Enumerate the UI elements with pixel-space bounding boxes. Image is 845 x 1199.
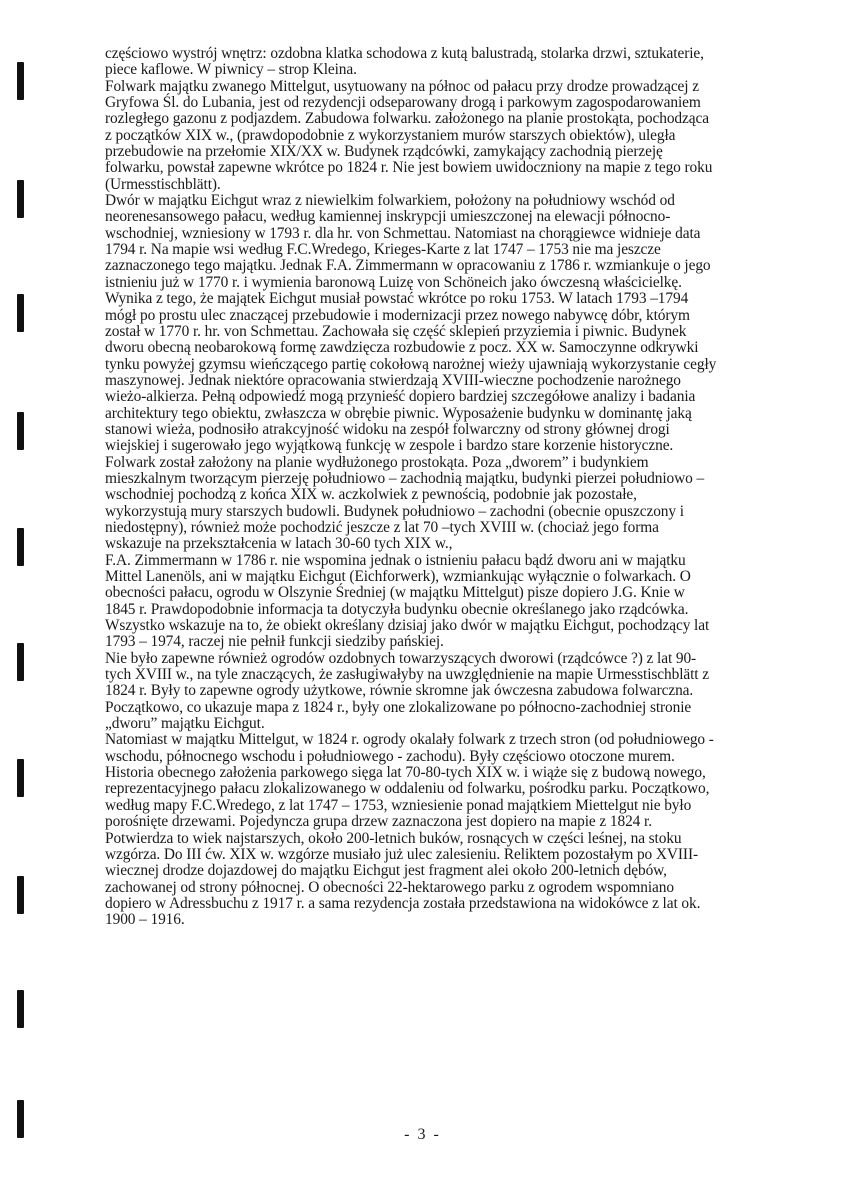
binder-mark xyxy=(17,643,24,681)
text-line: Potwierdza to wiek najstarszych, około 200-letnich buków, rosnących w części leśnej, na stoku xyxy=(105,829,682,847)
text-line: tych XVIII w., na tyle znaczących, że zasługiwałyby na uwzględnienie na mapie Urmesstischblätt z xyxy=(105,666,709,684)
binder-mark xyxy=(17,412,24,450)
text-line: mógł po prostu ulec znaczącej przebudowie i modernizacji przez nowego nabywcę dóbr, którym xyxy=(105,306,690,324)
text-line: wzgórza. Do III ćw. XIX w. wzgórze musiało już ulec zalesieniu. Reliktem pozostałym po XVIII- xyxy=(105,845,699,863)
text-line: wieżo-alkierza. Pełną odpowiedź mogą przynieść dopiero bardziej szczegółowe analizy i badania xyxy=(105,388,696,406)
binder-mark xyxy=(17,876,24,914)
text-line: architektury tego obiektu, zwłaszcza w obrębie piwnic. Wyposażenie budynku w dominantę jaką xyxy=(105,404,692,422)
text-line: Folwark majątku zwanego Mittelgut, usytuowany na północ od pałacu przy drodze prowadzącej z xyxy=(105,77,699,95)
text-line: dopiero w Adressbuchu z 1917 r. a sama rezydencja została przedstawiona na widokówce z lat ok. xyxy=(105,894,701,912)
text-line: częściowo wystrój wnętrz: ozdobna klatka schodowa z kutą balustradą, stolarka drzwi, sztukaterie, xyxy=(105,45,704,62)
text-line: porośnięte drzewami. Pojedyncza grupa drzew zaznaczona jest dopiero na mapie z 1824 r. xyxy=(105,813,652,831)
text-line: 1794 r. Na mapie wsi według F.C.Wredego, Krieges-Karte z lat 1747 – 1753 nie ma jeszcze xyxy=(105,241,661,259)
text-line: Mittel Lanenöls, ani w majątku Eichgut (Eichforwerk), wzmiankując wyłącznie o folwarkach. O xyxy=(105,568,691,585)
page-number: - 3 - xyxy=(404,1126,441,1143)
text-line: Dwór w majątku Eichgut wraz z niewielkim folwarkiem, położony na południowy wschód od xyxy=(105,192,675,210)
text-line: (Urmesstischblätt). xyxy=(105,175,221,193)
text-line: neorenesansowego pałacu, według kamiennej inskrypcji umieszczonej na elewacji północno- xyxy=(105,208,671,226)
text-line: dworu obecną neobarokową formę zawdzięcza rozbudowie z pocz. XX w. Samoczynne odkrywki xyxy=(105,339,699,357)
text-line: według mapy F.C.Wredego, z lat 1747 – 1753, wzniesienie ponad majątkiem Miettelgut nie było xyxy=(105,796,692,814)
binder-hole-marks xyxy=(17,0,31,1199)
text-line: wschodniej, wzniesiony w 1793 r. dla hr. von Schmettau. Natomiast na chorągiewce widnieje data xyxy=(105,224,701,242)
binder-mark xyxy=(17,180,24,218)
text-line: wiecznej drodze dojazdowej do majątku Eichgut jest fragment alei około 200-letnich dębów, xyxy=(105,862,667,880)
text-line: Natomiast w majątku Mittelgut, w 1824 r. ogrody okalały folwark z trzech stron (od południowego - xyxy=(105,731,714,749)
text-line: niedostępny), również może pochodzić jeszcze z lat 70 –tych XVIII w. (chociaż jego forma xyxy=(105,518,659,536)
binder-mark xyxy=(17,990,24,1028)
text-line: zachowanej od strony północnej. O obecności 22-hektarowego parku z ogrodem wspomniano xyxy=(105,878,674,896)
text-line: 1824 r. Były to zapewne ogrody użytkowe, równie skromne jak ówczesna zabudowa folwarczna. xyxy=(105,682,694,700)
text-line: maszynowej. Jednak niektóre opracowania stwierdzają XVIII-wieczne pochodzenie narożnego xyxy=(105,371,681,389)
text-line: Folwark został założony na planie wydłużonego prostokąta. Poza „dworem” i budynkiem xyxy=(105,453,649,471)
binder-mark xyxy=(17,528,24,566)
text-line: wskazuje na przekształcenia w latach 30-60 tych XIX w., xyxy=(105,535,453,553)
text-line: 1793 – 1974, raczej nie pełnił funkcji siedziby pańskiej. xyxy=(105,633,444,651)
text-line: 1845 r. Prawdopodobnie informacja ta dotyczyła budynku obecnie określanego jako rządcówka. xyxy=(105,600,689,618)
text-line: Nie było zapewne również ogrodów ozdobnych towarzyszących dworowi (rządcówce ?) z lat 90- xyxy=(105,649,697,667)
text-line: wschodu, północnego wschodu i południowego - zachodu). Były częściowo otoczone murem. xyxy=(105,747,675,765)
body-text xyxy=(105,46,793,929)
text-line: Wszystko wskazuje na to, że obiekt określany dzisiaj jako dwór w majątku Eichgut, pochodzący lat xyxy=(105,617,710,635)
text-line: istnieniu już w 1770 r. i wymienia baronową Luizę von Schöneich jako ówczesną właścicielkę. xyxy=(105,273,682,291)
text-line: rozległego gazonu z podjazdem. Zabudowa folwarku. założonego na planie prostokąta, pochodząca xyxy=(105,110,709,128)
text-line: Wynika z tego, że majątek Eichgut musiał powstać wkrótce po roku 1753. W latach 1793 –1794 xyxy=(105,290,689,308)
text-line: Historia obecnego założenia parkowego sięga lat 70-80-tych XIX w. i wiąże się z budową nowego, xyxy=(105,764,706,782)
text-line: „dworu” majątku Eichgut. xyxy=(105,715,265,733)
text-line: obecności pałacu, ogrodu w Olszynie Średniej (w majątku Mittelgut) pisze dopiero J.G. Knie w xyxy=(105,584,685,602)
text-line: Gryfowa Śl. do Lubania, jest od rezydencji odseparowany drogą i parkowym zagospodarowaniem xyxy=(105,94,701,112)
text-line: piece kaflowe. W piwnicy – strop Kleina. xyxy=(105,61,357,79)
text-line: Początkowo, co ukazuje mapa z 1824 r., były one zlokalizowane po północno-zachodniej stronie xyxy=(105,698,692,716)
text-line: został w 1770 r. hr. von Schmettau. Zachowała się część sklepień przyziemia i piwnic. Budynek xyxy=(105,322,687,340)
text-line: wschodniej pochodzą z końca XIX w. aczkolwiek z pewnością, podobnie jak pozostałe, xyxy=(105,486,637,504)
text-line: folwarku, powstał zapewne wkrótce po 1824 r. Nie jest bowiem uwidoczniony na mapie z tego roku xyxy=(105,159,713,177)
text-line: wiejskiej i sugerowało jego wyjątkową funkcję w zespole i bardzo stare korzenie historyczne. xyxy=(105,437,674,455)
text-line: stanowi wieża, podnosiło atrakcyjność widoku na zespół folwarczny od strony głównej drogi xyxy=(105,420,670,438)
text-line: mieszkalnym tworzącym pierzeję południowo – zachodnią majątku, budynki pierzei południowo – xyxy=(105,469,705,487)
text-line: F.A. Zimmermann w 1786 r. nie wspomina jednak o istnieniu pałacu bądź dworu ani w majątku xyxy=(105,551,686,569)
text-line: z początków XIX w., (prawdopodobnie z wykorzystaniem murów starszych obiektów), uległa xyxy=(105,126,676,144)
binder-mark xyxy=(17,294,24,332)
binder-mark xyxy=(17,62,24,100)
text-line: 1900 – 1916. xyxy=(105,911,185,929)
text-line: tynku powyżej gzymsu wieńczącego partię cokołową narożnej wieży ujawniają wykorzystanie cegły xyxy=(105,355,717,373)
text-line: zaznaczonego tego majątku. Jednak F.A. Zimmermann w opracowaniu z 1786 r. wzmiankuje o jego xyxy=(105,257,711,275)
text-line: przebudowie na przełomie XIX/XX w. Budynek rządcówki, zamykający zachodnią pierzeję xyxy=(105,143,663,161)
binder-mark xyxy=(17,759,24,797)
text-line: wykorzystują mury starszych budowli. Budynek południowo – zachodni (obecnie opuszczony i xyxy=(105,502,684,520)
text-line: reprezentacyjnego pałacu zlokalizowanego w oddaleniu od folwarku, pośrodku parku. Początkowo, xyxy=(105,780,710,798)
